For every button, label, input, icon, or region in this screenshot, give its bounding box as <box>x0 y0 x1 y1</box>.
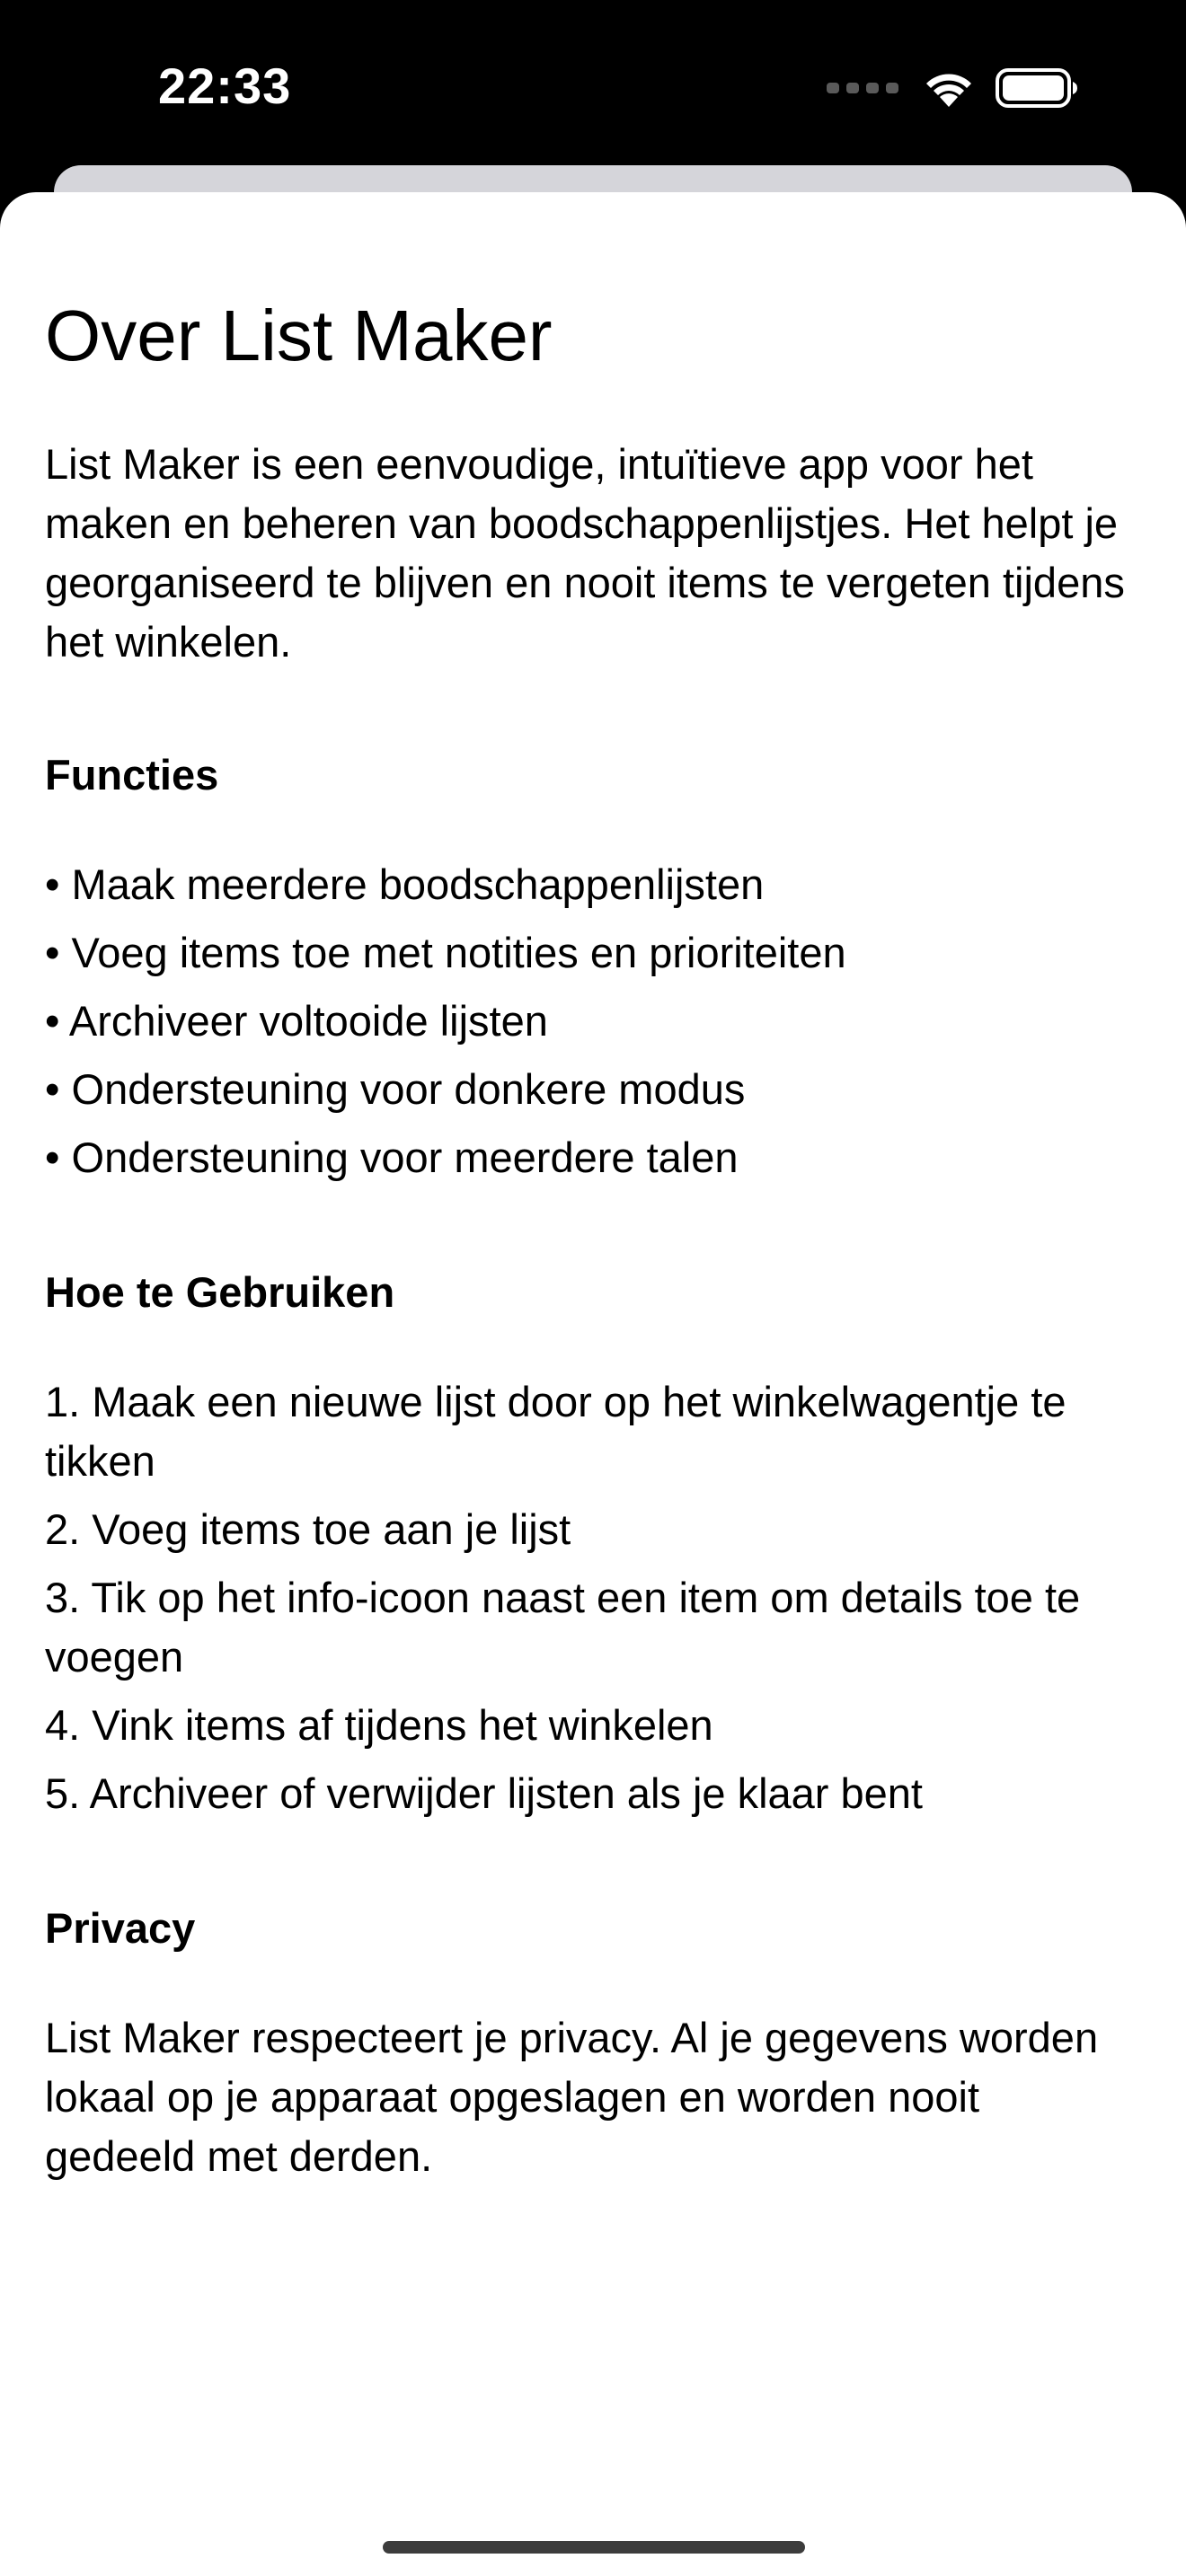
list-item: • Archiveer voltooide lijsten <box>45 997 548 1045</box>
list-item: • Voeg items toe met notities en prioriteiten <box>45 929 846 976</box>
list-item: • Ondersteuning voor meerdere talen <box>45 1134 739 1181</box>
cellular-signal-icon <box>827 83 898 93</box>
privacy-heading: Privacy <box>45 1904 196 1952</box>
intro-paragraph: List Maker is een eenvoudige, intuïtieve app voor het maken en beheren van boodschappenlijstjes. Het helpt je georganiseerd te blijven en nooit items te vergeten tijdens het winkelen. <box>45 440 1125 666</box>
features-list <box>45 855 1141 1196</box>
wifi-icon <box>922 67 976 109</box>
list-item: 3. Tik op het info-icoon naast een item om details toe te voegen <box>45 1574 1081 1681</box>
home-indicator[interactable] <box>383 2541 805 2554</box>
status-time: 22:33 <box>158 57 292 114</box>
list-item: 1. Maak een nieuwe lijst door op het winkelwagentje te tikken <box>45 1378 1067 1485</box>
usage-steps <box>45 1372 1141 1832</box>
list-item: 5. Archiveer of verwijder lijsten als je klaar bent <box>45 1769 923 1817</box>
list-item: 2. Voeg items toe aan je lijst <box>45 1505 571 1553</box>
about-sheet[interactable] <box>0 192 1186 2576</box>
list-item: • Maak meerdere boodschappenlijsten <box>45 860 765 908</box>
battery-icon <box>996 67 1078 109</box>
list-item: • Ondersteuning voor donkere modus <box>45 1065 746 1113</box>
status-bar <box>0 0 1186 171</box>
status-icons <box>827 63 1078 113</box>
usage-heading: Hoe te Gebruiken <box>45 1268 395 1316</box>
page-title: Over List Maker <box>45 296 553 375</box>
features-heading: Functies <box>45 751 219 798</box>
privacy-paragraph: List Maker respecteert je privacy. Al je gegevens worden lokaal op je apparaat opgeslagen en worden nooit gedeeld met derden. <box>45 2014 1099 2180</box>
list-item: 4. Vink items af tijdens het winkelen <box>45 1701 713 1749</box>
